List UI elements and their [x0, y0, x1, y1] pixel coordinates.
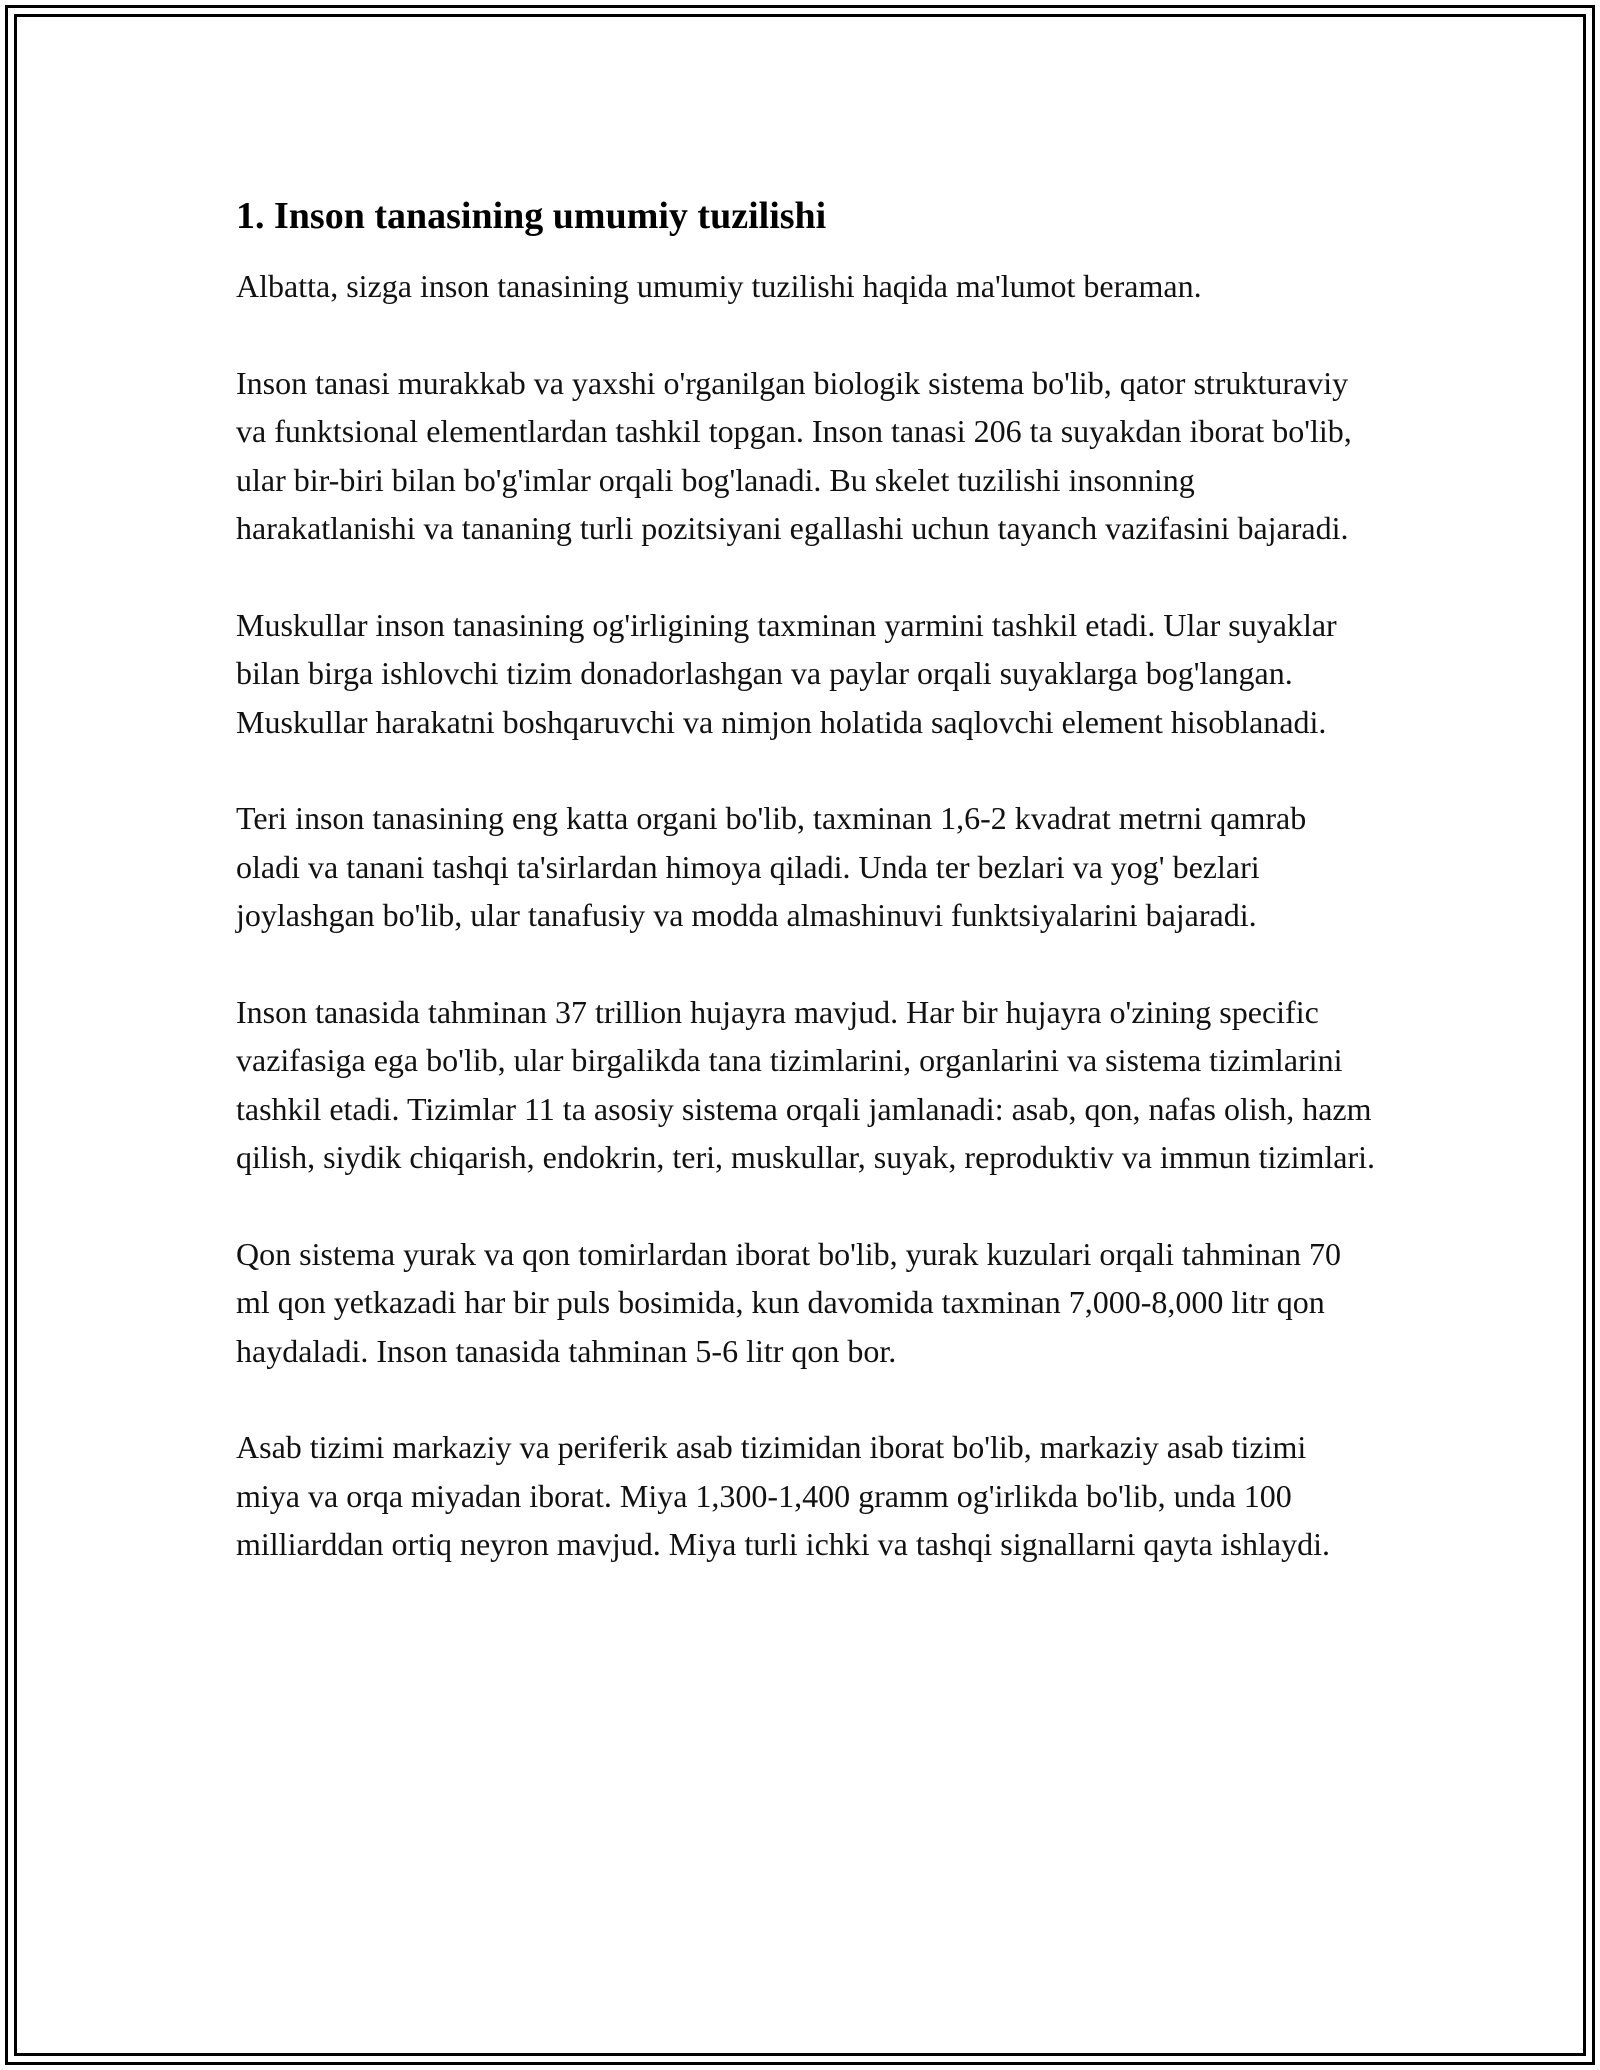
paragraph-blood: Qon sistema yurak va qon tomirlardan iborat bo'lib, yurak kuzulari orqali tahminan 70 ml qon yetkazadi har bir puls bosimida, kun davomida taxminan 7,000-8,000 litr qon haydaladi. Inson tanasida tahminan 5-6 litr qon bor. — [236, 1235, 1342, 1369]
paragraph-intro: Albatta, sizga inson tanasining umumiy tuzilishi haqida ma'lumot beraman. — [236, 268, 1202, 304]
section-title: 1. Inson tanasining umumiy tuzilishi — [236, 195, 827, 237]
paragraph-cells: Inson tanasida tahminan 37 trillion hujayra mavjud. Har bir hujayra o'zining specific vazifasiga ega bo'lib, ular birgalikda tana tizimlarini, organlarini va sistema tizimlarini tashkil etadi. Tizimlar 11 ta asosiy sistema orqali jamlanadi: asab, qon, nafas olish, hazm qilish, siydik chiqarish, endokrin, teri, muskullar, suyak, reproduktiv va immun tizimlari. — [236, 993, 1375, 1175]
paragraph-muscles: Muskullar inson tanasining og'irligining taxminan yarmini tashkil etadi. Ular suyaklar bilan birga ishlovchi tizim donadorlashgan va paylar orqali suyaklarga bog'langan. Muskullar harakatni boshqaruvchi va nimjon holatida saqlovchi element hisoblanadi. — [236, 606, 1337, 740]
paragraph-nervous: Asab tizimi markaziy va periferik asab tizimidan iborat bo'lib, markaziy asab tizimi miya va orqa miyadan iborat. Miya 1,300-1,400 gramm og'irlikda bo'lib, unda 100 milliarddan ortiq neyron mavjud. Miya turli ichki va tashqi signallarni qayta ishlaydi. — [236, 1429, 1330, 1562]
paragraph-skeleton: Inson tanasi murakkab va yaxshi o'rganilgan biologik sistema bo'lib, qator strukturaviy va funktsional elementlardan tashkil topgan. Inson tanasi 206 ta suyakdan iborat bo'lib, ular bir-biri bilan bo'g'imlar orqali bog'lanadi. Bu skelet tuzilishi insonning harakatlanishi va tananing turli pozitsiyani egallashi uchun tayanch vazifasini bajaradi. — [236, 364, 1352, 546]
paragraph-skin: Teri inson tanasining eng katta organi bo'lib, taxminan 1,6-2 kvadrat metrni qamrab oladi va tanani tashqi ta'sirlardan himoya qiladi. Unda ter bezlari va yog' bezlari joylashgan bo'lib, ular tanafusiy va modda almashinuvi funktsiyalarini bajaradi. — [236, 800, 1307, 933]
document-body — [236, 190, 1376, 1617]
